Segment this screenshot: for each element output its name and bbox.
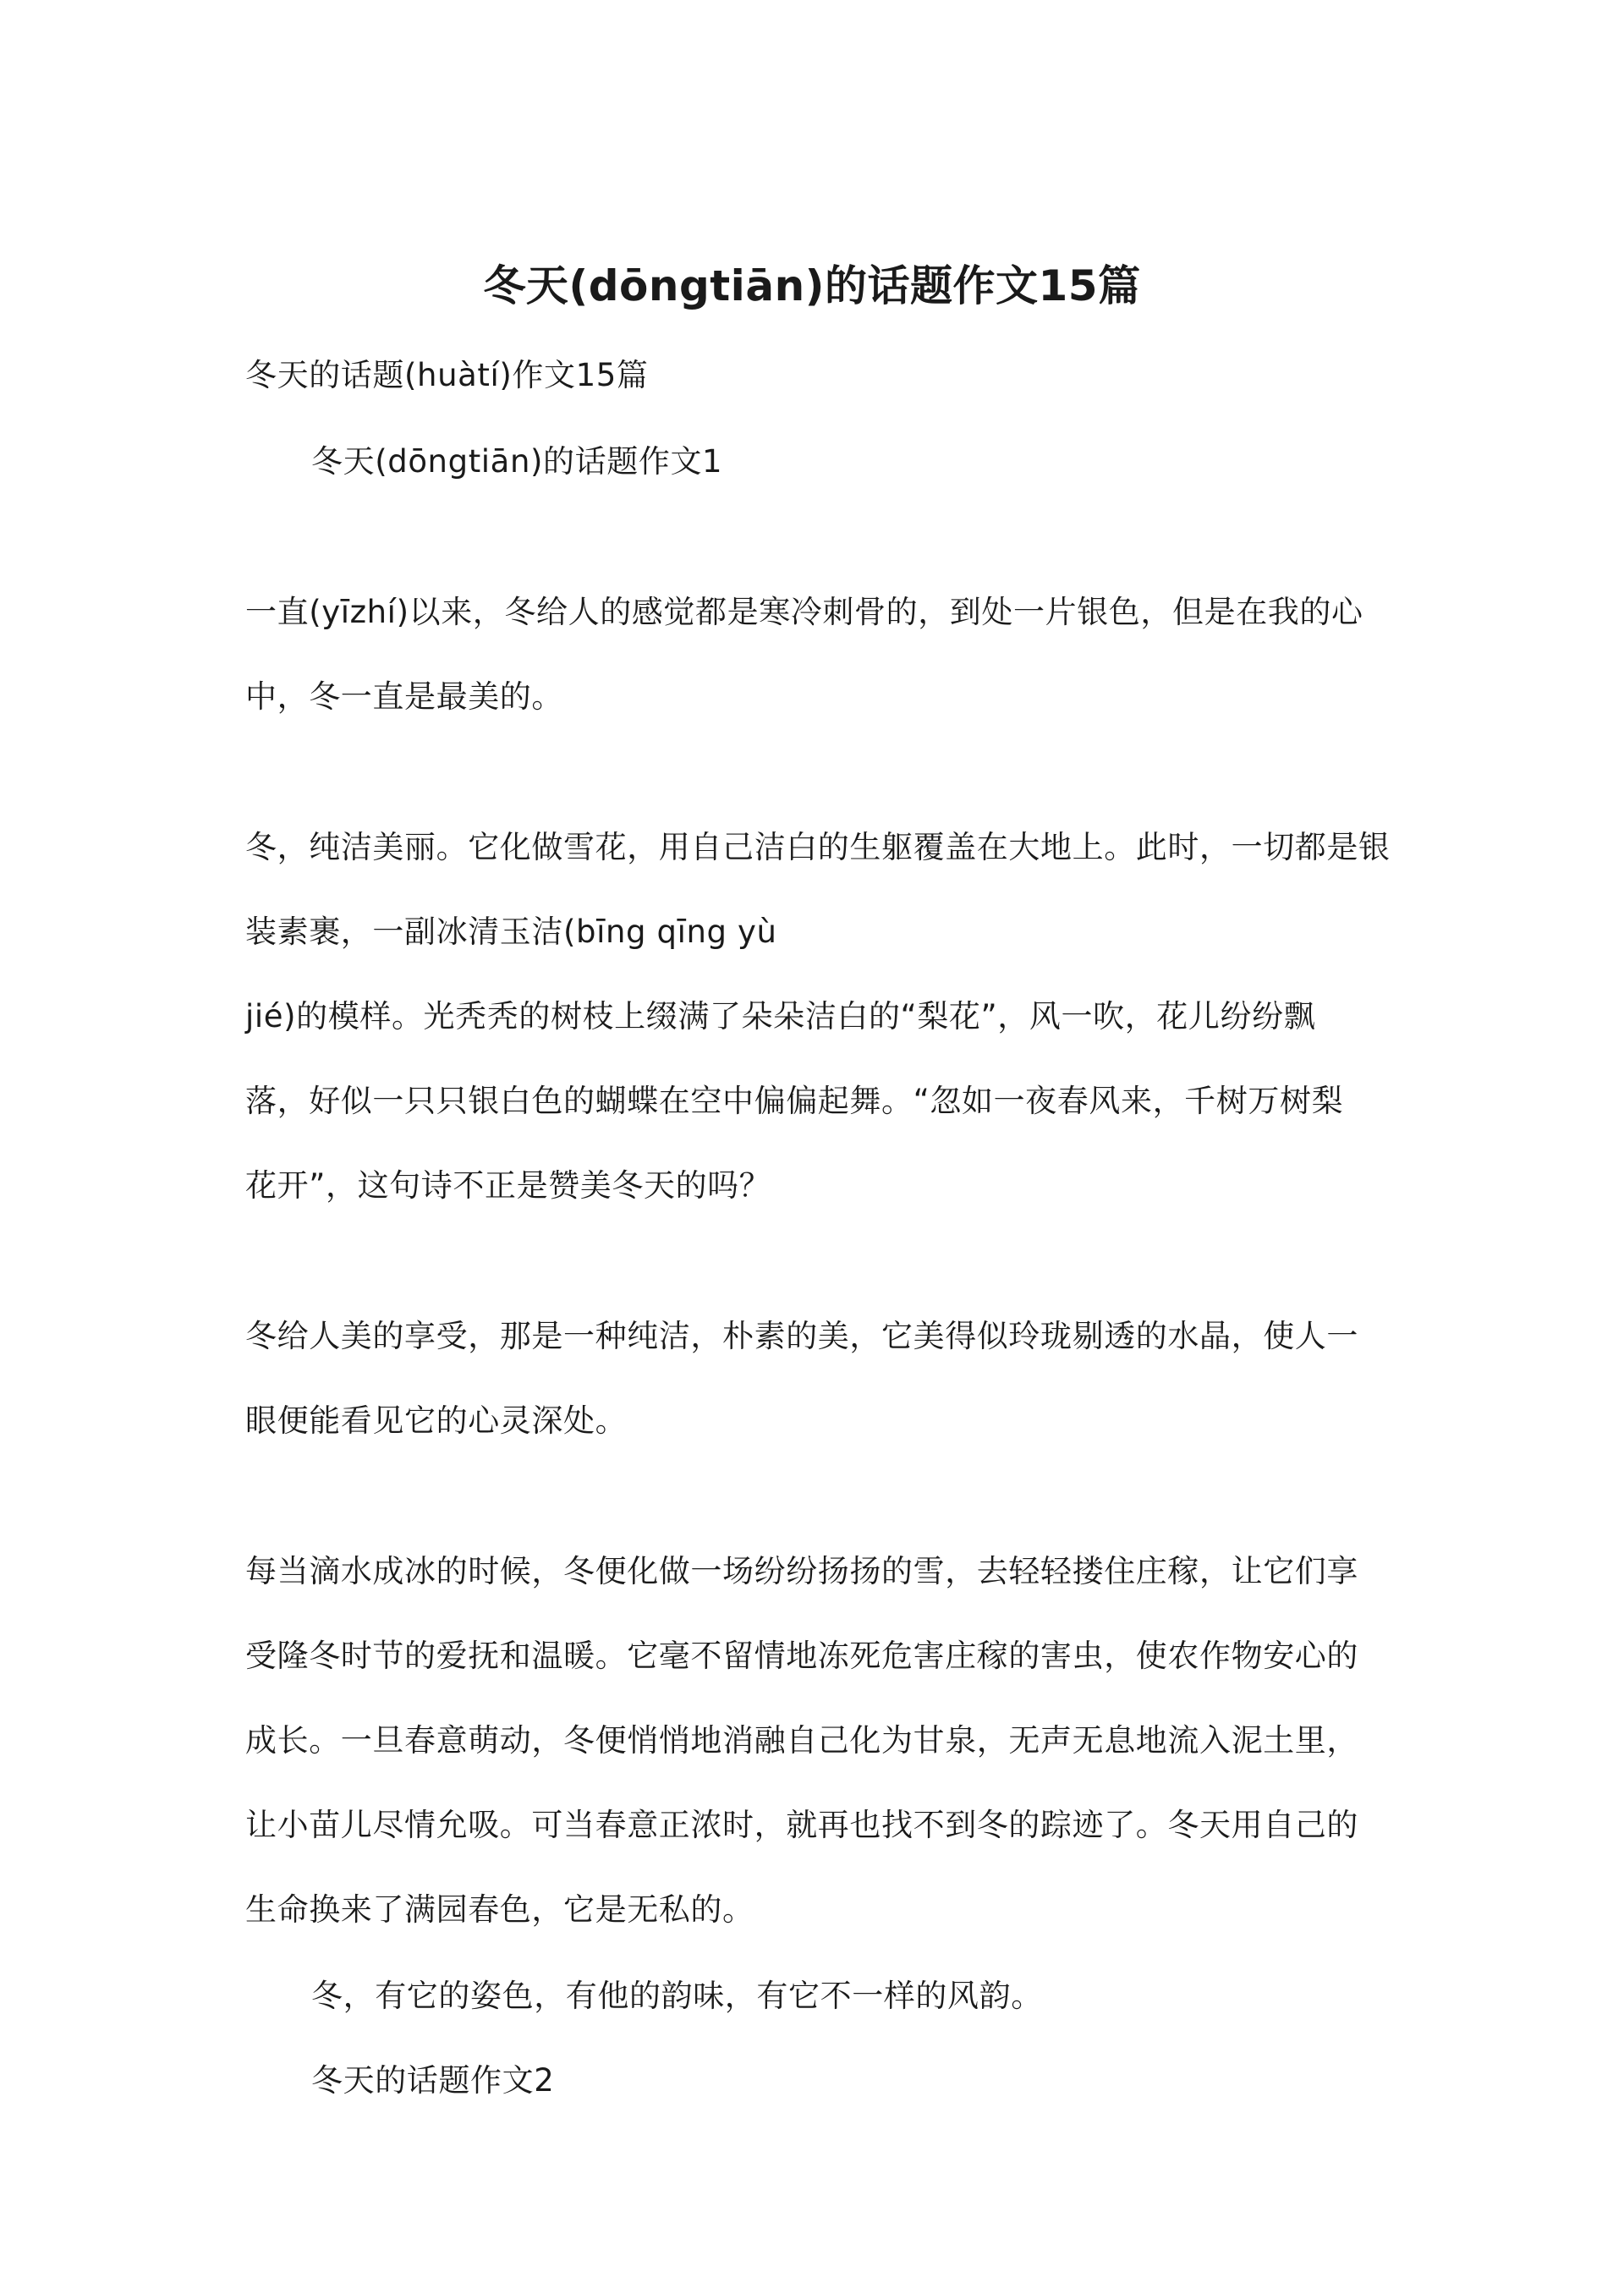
paragraph-line: jié)的模样。光秃秃的树枝上缀满了朵朵洁白的“梨花”，风一吹，花儿纷纷飘 <box>245 998 1316 1034</box>
paragraph-line: 装素裹，一副冰清玉洁(bīng qīng yù <box>245 914 777 950</box>
paragraph-line: 冬，纯洁美丽。它化做雪花，用自己洁白的生躯覆盖在大地上。此时，一切都是银 <box>245 829 1391 865</box>
document-title: 冬天(dōngtiān)的话题作文15篇 <box>483 261 1141 310</box>
paragraph-line: 落，好似一只只银白色的蝴蝶在空中偏偏起舞。“忽如一夜春风来，千树万树梨 <box>245 1083 1344 1119</box>
essay-2-heading: 冬天的话题作文2 <box>311 2062 555 2099</box>
paragraph-line: 眼便能看见它的心灵深处。 <box>245 1402 628 1439</box>
paragraph-line: 中，冬一直是最美的。 <box>245 678 563 715</box>
paragraph-line: 生命换来了满园春色，它是无私的。 <box>245 1891 754 1928</box>
paragraph-line: 冬，有它的姿色，有他的韵味，有它不一样的风韵。 <box>311 1978 1043 2014</box>
paragraph-line: 让小苗儿尽情允吸。可当春意正浓时，就再也找不到冬的踪迹了。冬天用自己的 <box>245 1807 1358 1843</box>
paragraph-line: 成长。一旦春意萌动，冬便悄悄地消融自己化为甘泉，无声无息地流入泥土里， <box>245 1722 1358 1759</box>
paragraph-line: 一直(yīzhí)以来，冬给人的感觉都是寒冷刺骨的，到处一片银色，但是在我的心 <box>245 594 1363 630</box>
paragraph-line: 花开”，这句诗不正是赞美冬天的吗？ <box>245 1167 771 1204</box>
essay-1-heading: 冬天(dōngtiān)的话题作文1 <box>311 443 723 480</box>
paragraph-line: 受隆冬时节的爱抚和温暖。它毫不留情地冻死危害庄稼的害虫，使农作物安心的 <box>245 1638 1358 1674</box>
document-subtitle: 冬天的话题(huàtí)作文15篇 <box>245 357 649 393</box>
paragraph-line: 冬给人美的享受，那是一种纯洁，朴素的美，它美得似玲珑剔透的水晶，使人一 <box>245 1318 1358 1354</box>
paragraph-line: 每当滴水成冰的时候，冬便化做一场纷纷扬扬的雪，去轻轻搂住庄稼，让它们享 <box>245 1553 1358 1589</box>
